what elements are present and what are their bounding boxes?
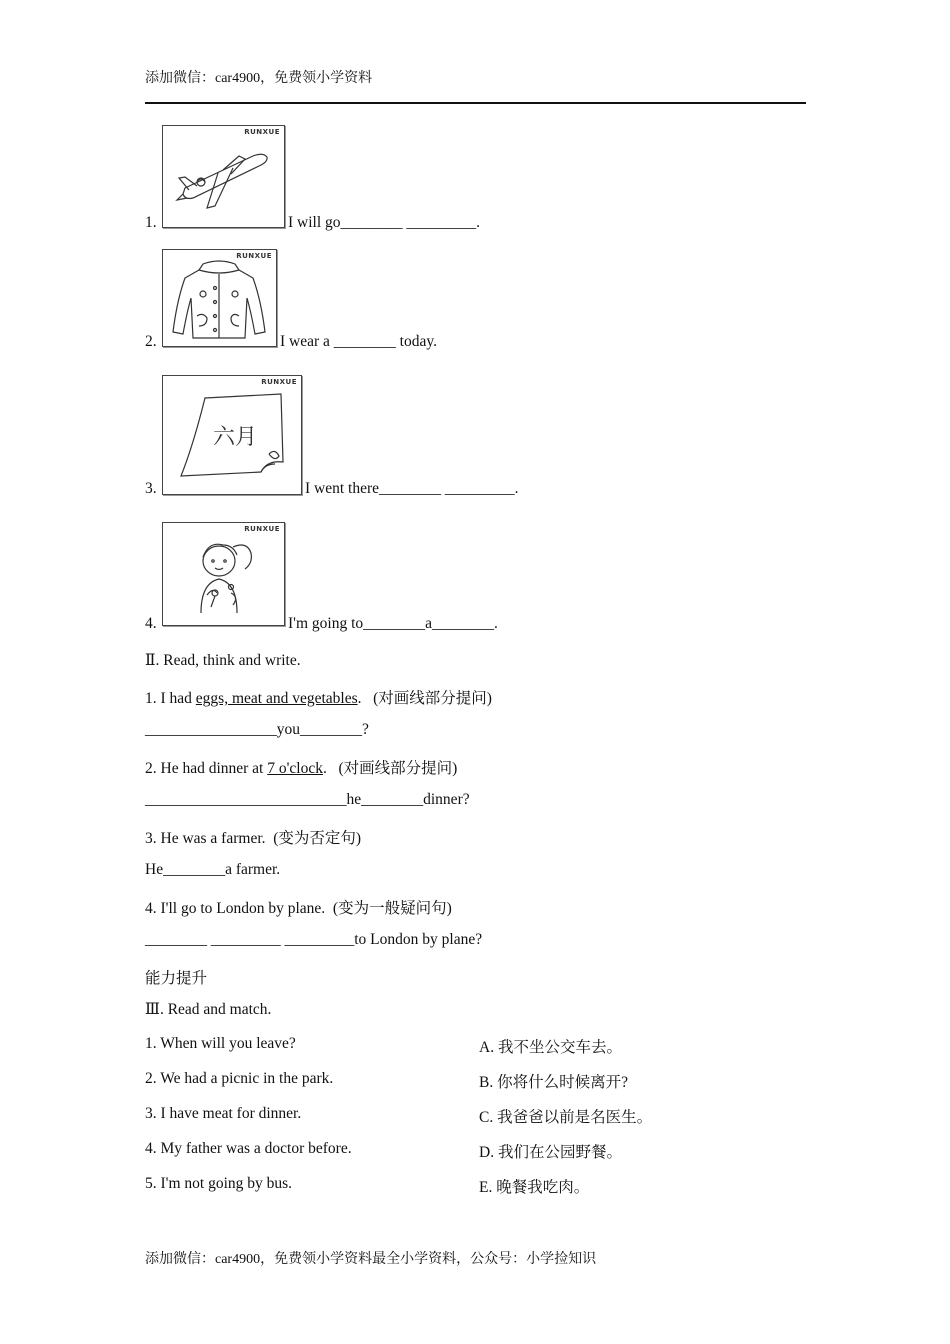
match-left-3: 3. I have meat for dinner. [145, 1105, 302, 1122]
section-title: Ⅱ. Read, think and write. [145, 652, 301, 669]
answer-blank-4: ________ _________ _________to London by plane? [145, 931, 483, 948]
underlined-phrase: 7 o'clock [267, 760, 323, 777]
picture-girl-singing [162, 522, 285, 626]
jacket-icon [163, 250, 276, 346]
picture-jacket [162, 249, 277, 347]
brand-logo: RUNXUE [236, 252, 272, 260]
girl-singing-icon [163, 523, 284, 625]
airplane-icon [163, 126, 284, 227]
page-header: 添加微信：car4900，免费领小学资料 [145, 71, 373, 86]
underlined-phrase: eggs, meat and vegetables [195, 690, 358, 707]
match-left-2: 2. We had a picnic in the park. [145, 1070, 334, 1087]
item-number: 4. [145, 615, 157, 632]
header-divider [145, 102, 806, 104]
ability-heading: 能力提升 [145, 970, 208, 987]
answer-blank-2: __________________________he________dinner? [145, 791, 470, 808]
question-instruction: . (对画线部分提问) [357, 690, 492, 707]
match-right-c: C. 我爸爸以前是名医生。 [479, 1109, 653, 1126]
question-2 [145, 756, 457, 778]
calendar-icon [163, 376, 301, 494]
item-sentence: I'm going to________a________. [288, 615, 498, 632]
match-right-a: A. 我不坐公交车去。 [479, 1039, 622, 1056]
item-number: 2. [145, 333, 157, 350]
question-instruction: . (对画线部分提问) [322, 760, 458, 777]
brand-logo: RUNXUE [244, 525, 280, 533]
section-title: Ⅲ. Read and match. [145, 1001, 272, 1018]
question-text: 2. He had dinner at [145, 760, 268, 777]
question-1 [145, 686, 492, 708]
match-right-e: E. 晚餐我吃肉。 [479, 1179, 590, 1196]
match-left-1: 1. When will you leave? [145, 1035, 296, 1052]
picture-calendar [162, 375, 302, 495]
brand-logo: RUNXUE [261, 378, 297, 386]
page-footer: 添加微信：car4900，免费领小学资料最全小学资料，公众号：小学捡知识 [145, 1252, 597, 1267]
brand-logo: RUNXUE [244, 128, 280, 136]
answer-blank-3: He________a farmer. [145, 861, 281, 878]
item-number: 3. [145, 480, 157, 497]
item-number: 1. [145, 214, 157, 231]
match-right-b: B. 你将什么时候离开? [479, 1074, 628, 1091]
question-3: 3. He was a farmer. (变为否定句) [145, 830, 362, 847]
item-sentence: I wear a ________ today. [280, 333, 437, 350]
match-right-d: D. 我们在公园野餐。 [479, 1144, 622, 1161]
match-left-4: 4. My father was a doctor before. [145, 1140, 352, 1157]
question-text: 1. I had [145, 690, 196, 707]
item-sentence: I will go________ _________. [288, 214, 481, 231]
picture-airplane [162, 125, 285, 228]
question-4: 4. I'll go to London by plane. (变为一般疑问句) [145, 900, 452, 917]
calendar-month-label: 六月 [213, 425, 258, 450]
item-sentence: I went there________ _________. [305, 480, 519, 497]
match-left-5: 5. I'm not going by bus. [145, 1175, 293, 1192]
answer-blank-1: _________________you________? [145, 721, 369, 738]
